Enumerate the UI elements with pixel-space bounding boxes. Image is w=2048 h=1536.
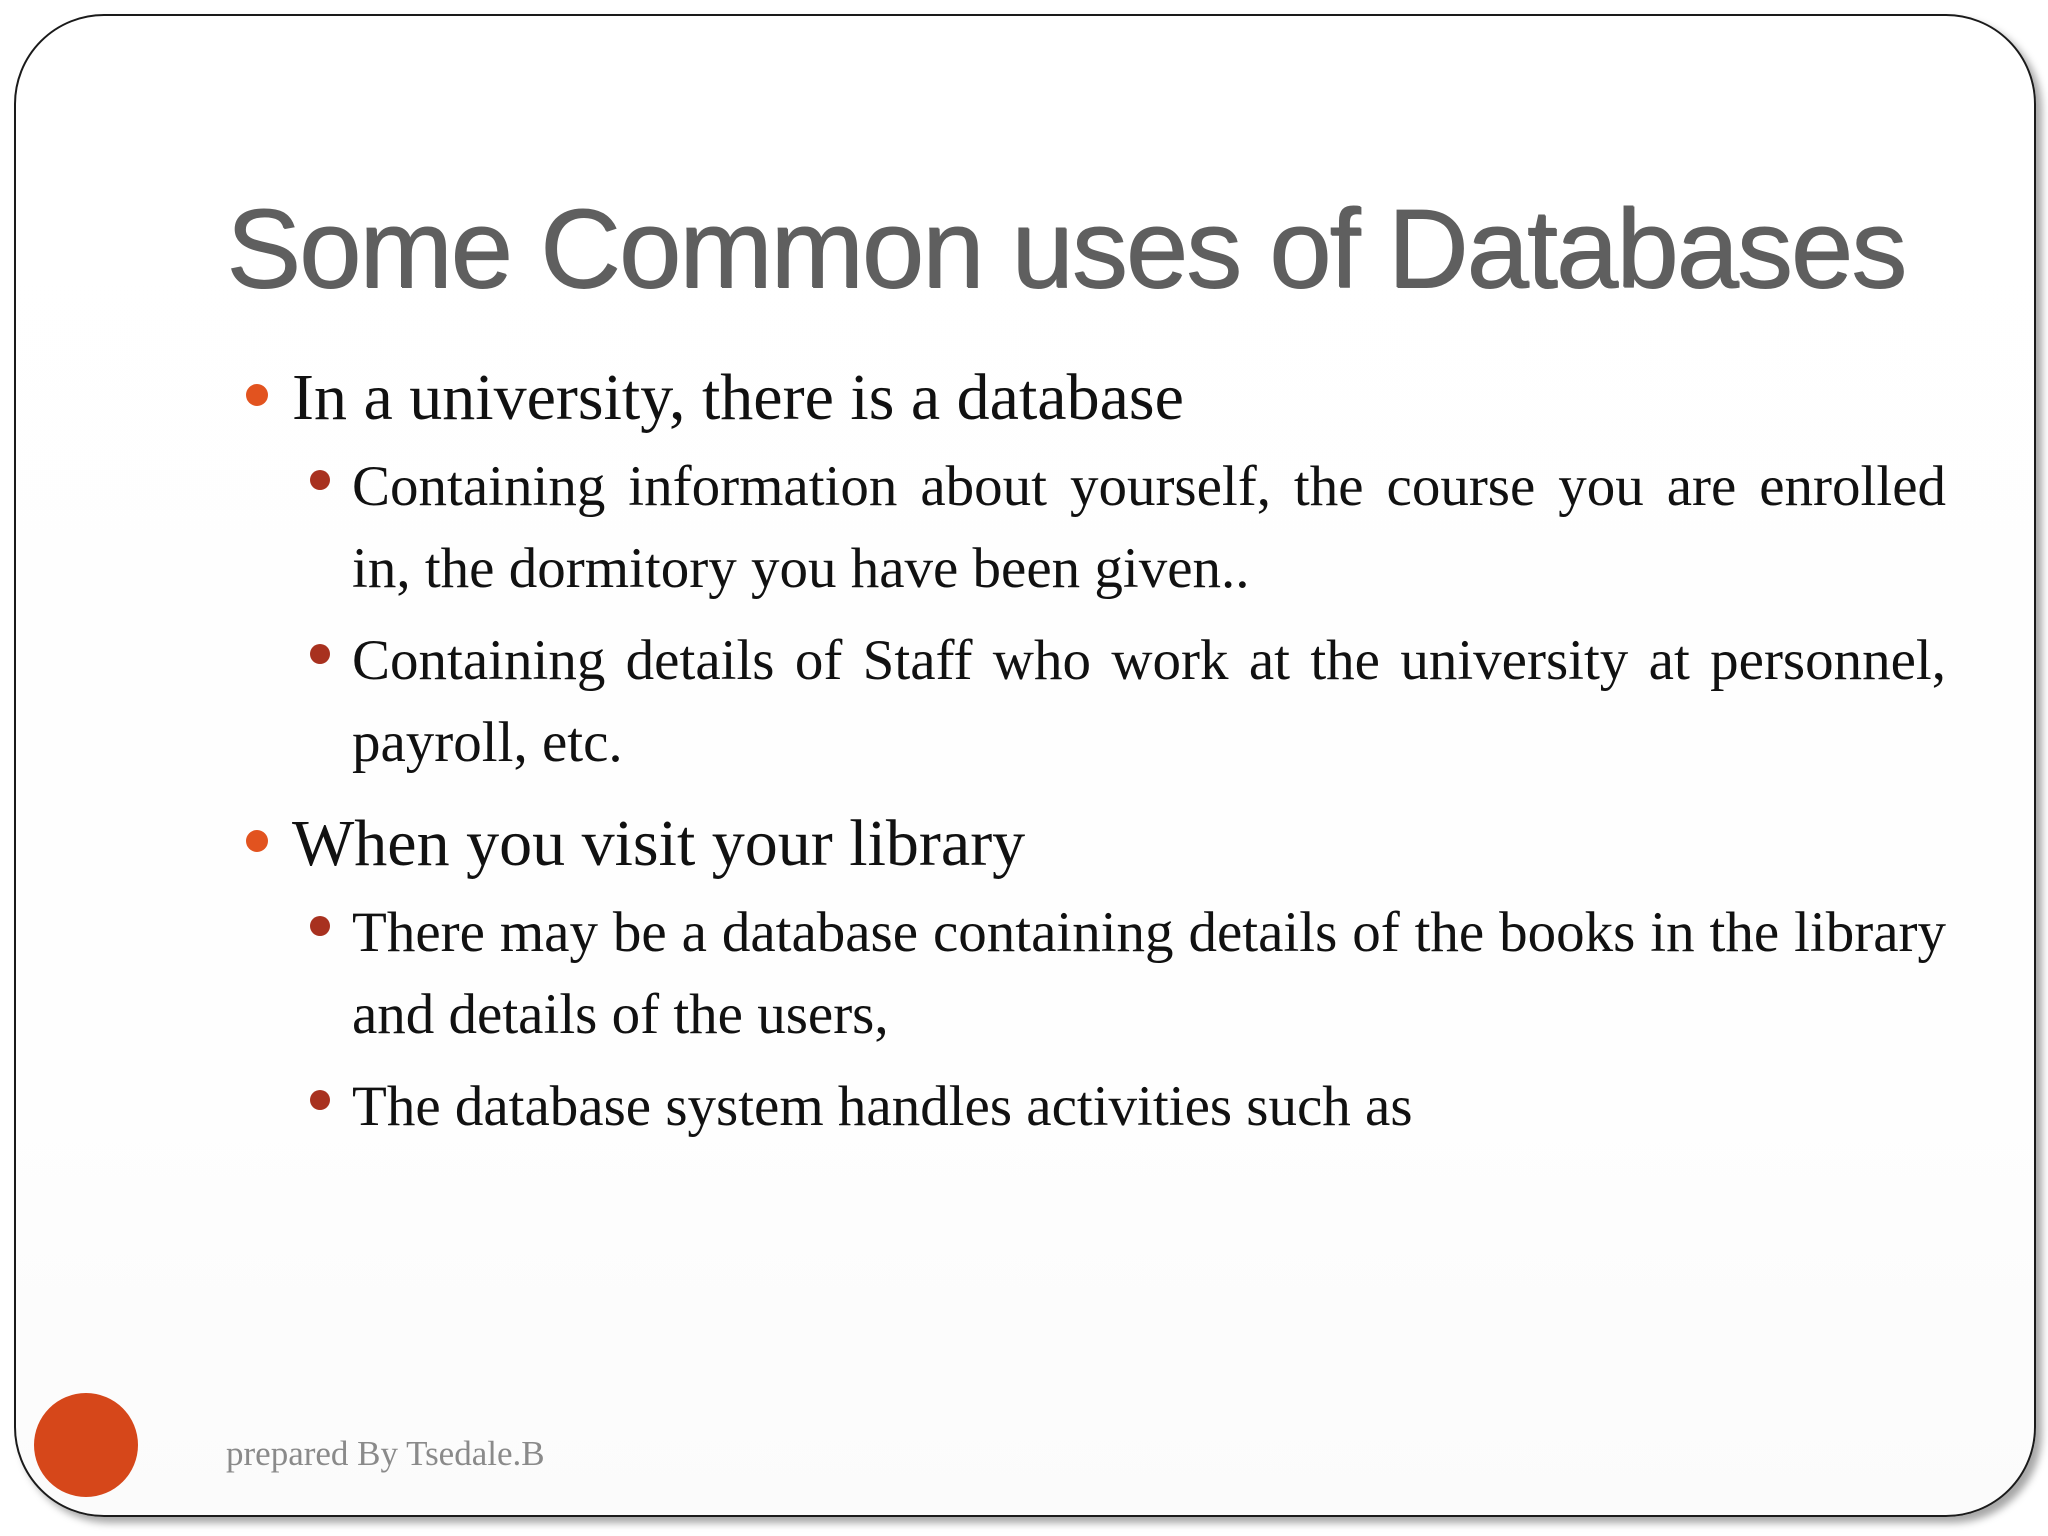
bullet-list [226, 356, 1946, 1158]
sub-bullet-dot-icon [310, 470, 330, 490]
sub-bullet-list [292, 446, 1946, 784]
sub-bullet-list [292, 892, 1946, 1148]
sub-bullet-item [292, 892, 1946, 1056]
bullet-item [226, 802, 1946, 1148]
sub-bullet-text: Containing information about yourself, the course you are enrolled in, the dormitory you have been given.. [352, 455, 1946, 600]
slide-title: Some Common uses of Databases [226, 186, 1905, 311]
bullet-dot-icon [246, 384, 268, 406]
sub-bullet-text: There may be a database containing details of the books in the library and details of the users, [352, 901, 1946, 1046]
sub-bullet-text: Containing details of Staff who work at the university at personnel, payroll, etc. [352, 629, 1946, 774]
sub-bullet-dot-icon [310, 916, 330, 936]
bullet-text: When you visit your library [292, 807, 1026, 880]
sub-bullet-dot-icon [310, 1090, 330, 1110]
footer-credit: prepared By Tsedale.B [226, 1434, 545, 1473]
sub-bullet-item [292, 620, 1946, 784]
bullet-dot-icon [246, 830, 268, 852]
sub-bullet-text: The database system handles activities such as [352, 1075, 1413, 1138]
bullet-text: In a university, there is a database [292, 361, 1184, 434]
footer-circle-icon [34, 1393, 138, 1497]
sub-bullet-dot-icon [310, 644, 330, 664]
slide [14, 14, 2036, 1517]
sub-bullet-item [292, 1066, 1946, 1148]
bullet-item [226, 356, 1946, 784]
sub-bullet-item [292, 446, 1946, 610]
